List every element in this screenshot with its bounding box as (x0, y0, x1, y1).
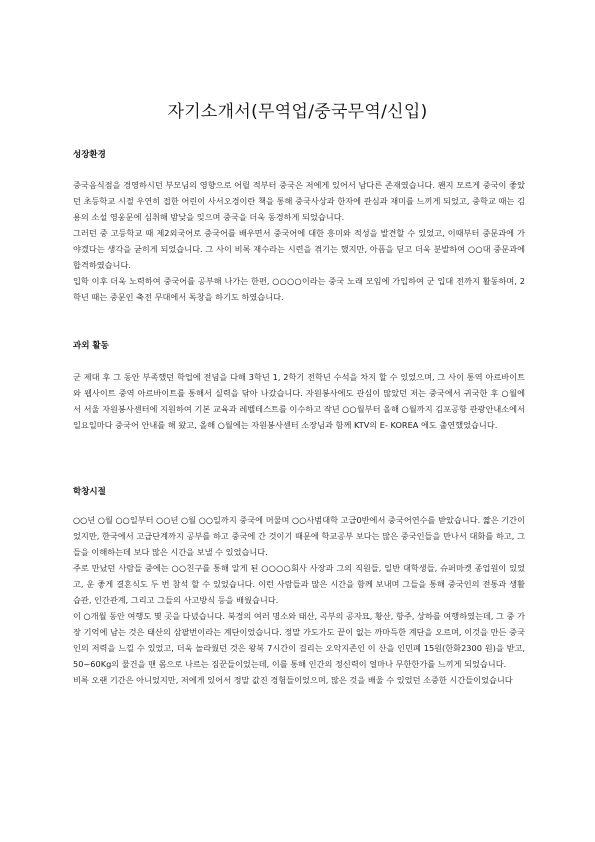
section-heading-school: 학창시절 (73, 487, 106, 497)
section-body-growth (73, 177, 525, 305)
paragraph: 이 ○개월 동안 여행도 몇 곳을 다녔습니다. 북경의 여러 명소와 태산, 곡부의 공자묘, 황산, 항주, 상하를 여행하였는데, 그 중 가장 기억에 남는 것은 태산의 삼팔번이라는 계단이었습니다. 정말 가도가도 끝이 없는 까마득한 계단을 오르며, 이것을 만든 중국인의 저력을 느낄 수 있었고, 더욱 놀라웠던 것은 왕복 7시간이 걸리는 오악지존인 이 산을 인민폐 15원(한화2300 원)을 받고, 50~60Kg의 물건을 맨 몸으로 나르는 짐꾼들이었는데, 이를 통해 인간의 정신력이 얼마나 무한한가를 느끼게 되었습니다. (73, 611, 525, 669)
paragraph: ○○년 ○월 ○○일부터 ○○년 ○월 ○○일까지 중국에 머물며 ○○사범대학 고급0반에서 중국어연수를 받았습니다. 짧은 기간이었지만, 한국에서 고급단계까지 공부를 하고 중국에 간 것이기 때문에 학교공부 보다는 많은 중국인들을 만나서 대화를 하고, 그들을 이해하는데 보다 많은 시간을 보낼 수 있었습니다. (73, 515, 525, 557)
section-body-activities (73, 369, 525, 433)
paragraph: 비록 오랜 기간은 아니었지만, 저에게 있어서 정말 값진 경험들이었으며, 많은 것을 배울 수 있었던 소중한 시간들이었습니다 (73, 675, 513, 685)
section-body-school (73, 512, 525, 688)
paragraph: 주로 만났던 사람들 중에는 ○○친구를 통해 알게 된 ○○○○회사 사장과 그의 직원들, 일반 대학생들, 슈퍼마켓 종업원이 있었고, 운 좋게 결혼식도 두 번 참석 할 수 있었습니다. 이런 사람들과 많은 시간을 함께 보내며 그들을 통해 중국인의 전통과 생활 습관, 인간관계, 그리고 그들의 사고방식 등을 배웠습니다. (73, 563, 525, 605)
paragraph: 군 제대 후 그 동안 부족했던 학업에 전념을 다해 3학년 1, 2학기 전학년 수석을 차지 할 수 있었으며, 그 사이 통역 아르바이트와 웹사이트 중역 아르바이트를 통해서 실력을 닦아 나갔습니다. 자원봉사에도 관심이 많았던 저는 중국에서 귀국한 후 ○월에 서 서울 자원봉사센터에 지원하여 기본 교육과 레벨테스트를 이수하고 작년 ○○월부터 올해 ○월까지 김포공항 관광안내소에서 일요일마다 중국어 안내를 해 왔고, 올해 ○월에는 자원봉사센터 소장님과 함께 KTV의 E- KOREA 에도 출연했었습니다. (73, 372, 525, 430)
paragraph: 중국음식점을 경영하시던 부모님의 영향으로 어릴 적부터 중국은 저에게 있어서 남다른 존재였습니다. 왠지 모르게 중국이 좋았던 초등학교 시절 우연히 접한 어린이 사서오경이란 책을 통해 중국사상과 한자에 관심과 재미를 느끼게 되었고, 중학교 때는 김용의 소설 영웅문에 심취해 밤낮을 잊으며 중국을 더욱 동경하게 되었습니다. (73, 180, 525, 222)
section-heading-activities: 과외 활동 (73, 341, 109, 351)
document-title: 자기소개서(무역업/중국무역/신입) (167, 102, 428, 123)
paragraph: 입학 이후 더욱 노력하여 중국어를 공부해 나가는 한편, ○○○○이라는 중국 노래 모임에 가입하여 군 입대 전까지 활동하며, 2학년 때는 중문인 축전 무대에서 독창을 하기도 하였습니다. (73, 276, 525, 302)
paragraph: 그러던 중 고등학교 때 제2외국어로 중국어를 배우면서 중국어에 대한 흥미와 적성을 발견할 수 있었고, 이때부터 중문과에 가야겠다는 생각을 굳히게 되었습니다. 그 사이 비록 재수라는 시련을 겪기는 했지만, 아픔을 딛고 더욱 분발하여 ○○대 중문과에 합격하였습니다. (73, 228, 525, 270)
section-heading-growth: 성장환경 (73, 150, 106, 160)
